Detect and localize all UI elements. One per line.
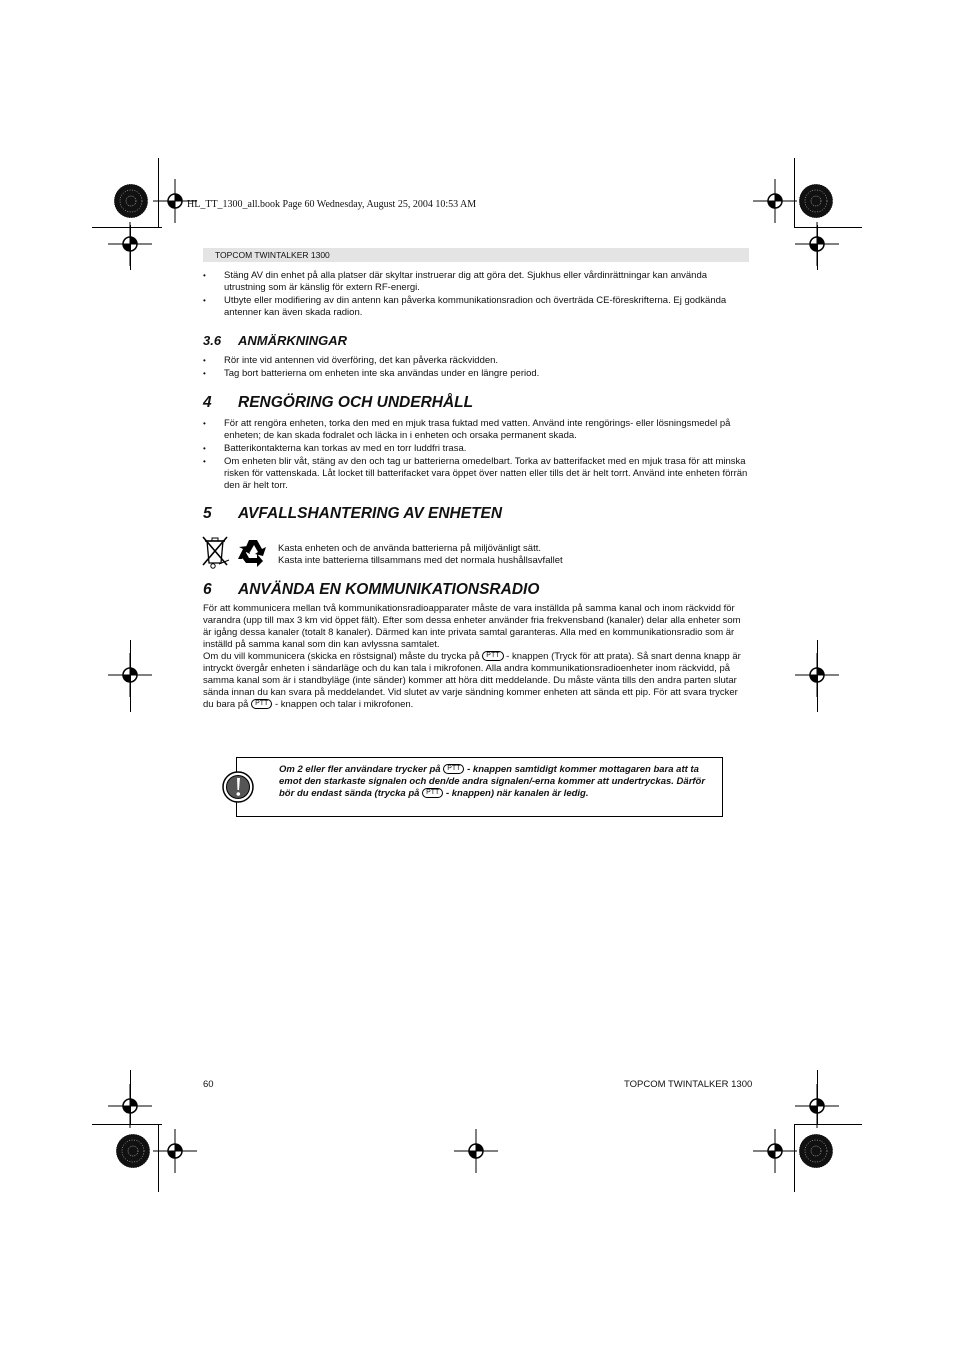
disposal-line-1: Kasta enheten och de använda batterierna på miljövänligt sätt. — [278, 543, 542, 554]
list-item: • Stäng AV din enhet på alla platser där skyltar instruerar dig att göra det. Sjukhus eller vårdinrättningar kan använda utrustning som är känslig för extern RF-energi. — [203, 270, 751, 294]
registration-mark-icon — [799, 1134, 833, 1168]
list-item: • Batterikontakterna kan torkas av med en torr luddfri trasa. — [203, 443, 751, 455]
print-meta: HL_TT_1300_all.book Page 60 Wednesday, August 25, 2004 10:53 AM — [187, 199, 477, 210]
disposal-line-2: Kasta inte batterierna tillsammans med det normala hushållsavfallet — [278, 555, 563, 566]
ptt-button-icon: PTT — [482, 651, 503, 661]
paragraph-1: För att kommunicera mellan två kommunikationsradioapparater måste de vara inställda på samma kanal och inom räckvidd för varandra (upp till max 3 km vid öppet fält). Efter som dessa enheter använder fria frekvensband (kanaler) delar alla enheter som är igång dessa kanaler (totalt 8 kanaler). Därmed kan inte privata samtal garanteras. Alla med en kommunikationsradio som är inställd på samma kanal som din kan avlyssna samtalet. — [203, 603, 741, 650]
note-part-b: - knappen samtidigt kommer mottagaren bara att ta emot den starkaste signalen och den/de andra signalen/-erna kommer att undertryckas. Därför bör du endast sända (trycka på — [279, 764, 706, 799]
footer-product: TOPCOM TWINTALKER 1300 — [624, 1079, 753, 1090]
recycle-icon — [236, 537, 270, 569]
paragraph-2c: - knappen och talar i mikrofonen. — [274, 699, 414, 710]
section-number: 5 — [203, 505, 212, 522]
section-heading-4 — [203, 394, 473, 412]
ptt-button-icon: PTT — [422, 788, 443, 798]
section-number: 4 — [203, 394, 212, 411]
registration-mark-icon — [114, 184, 148, 218]
warning-icon — [222, 771, 254, 803]
ptt-button-icon: PTT — [251, 699, 272, 709]
section-title: AVFALLSHANTERING AV ENHETEN — [238, 505, 503, 522]
registration-mark-icon — [753, 179, 797, 223]
section-title: RENGÖRING OCH UNDERHÅLL — [238, 394, 474, 411]
section-number: 6 — [203, 581, 212, 598]
ptt-button-icon: PTT — [443, 764, 464, 774]
registration-mark-icon — [753, 1129, 797, 1173]
paragraph-2a: Om du vill kommunicera (skicka en röstsignal) måste du trycka på — [203, 651, 480, 662]
cleaning-list — [203, 418, 751, 493]
registration-mark-icon — [795, 653, 839, 697]
paragraph-2b: - knappen (Tryck för att prata). Så snart denna knapp är intryckt övergår enheten i sändarläge och du kan tala i mikrofonen. Alla andra kommunikationsradioenheter inom räckvidd, på samma kanal som är i standbyläge (inte sänder) kommer att höra ditt meddelande. Du måste vänta tills den andra parten slutar sända innan du kan svara på meddelandet. Vid slutet av varje sändning kommer enheten att sända ett pip. För att svara trycker du bara på — [203, 651, 741, 710]
registration-mark-icon — [799, 184, 833, 218]
registration-mark-icon — [116, 1134, 150, 1168]
list-item: • För att rengöra enheten, torka den med en mjuk trasa fuktad med vatten. Använd inte rengörings- eller lösningsmedel på enheten; de kan skada fodralet och läcka in i enheten och orsaka permanent skada. — [203, 418, 751, 442]
note-part-c: - knappen) när kanalen är ledig. — [445, 788, 589, 799]
section-title: ANMÄRKNINGAR — [238, 333, 348, 348]
page-number: 60 — [203, 1079, 214, 1090]
intro-list — [203, 270, 751, 320]
crossed-bin-icon — [200, 533, 230, 571]
registration-mark-icon — [108, 1084, 152, 1128]
registration-mark-icon — [108, 222, 152, 266]
note-text — [279, 764, 719, 800]
section-heading-5 — [203, 505, 502, 523]
section-number: 3.6 — [203, 333, 222, 348]
section-title: ANVÄNDA EN KOMMUNIKATIONSRADIO — [238, 581, 540, 598]
list-item: • Utbyte eller modifiering av din antenn kan påverka kommunikationsradion och överträda CE-föreskrifterna. Ej godkända antenner kan även skada radion. — [203, 295, 751, 319]
note-part-a: Om 2 eller fler användare trycker på — [279, 764, 441, 775]
section-heading-6 — [203, 581, 539, 599]
page-header: TOPCOM TWINTALKER 1300 — [203, 248, 749, 262]
registration-mark-icon — [108, 653, 152, 697]
list-item: • Rör inte vid antennen vid överföring, det kan påverka räckvidden. — [203, 355, 751, 367]
registration-mark-icon — [153, 1129, 197, 1173]
registration-mark-icon — [795, 222, 839, 266]
remarks-list — [203, 355, 751, 382]
registration-mark-icon — [795, 1084, 839, 1128]
disposal-text — [278, 543, 738, 567]
list-item: • Tag bort batterierna om enheten inte ska användas under en längre period. — [203, 368, 751, 380]
body-text — [203, 603, 749, 711]
list-item: • Om enheten blir våt, stäng av den och tag ur batterierna omedelbart. Torka av batterifacket med en mjuk trasa för att minska risken för vattenskada. Låt locket till batterifacket vara öppet över natten eller tills det är helt torrt. Använd inte enheten förrän den är helt torr. — [203, 456, 751, 491]
registration-mark-icon — [454, 1129, 498, 1173]
section-heading-3-6 — [203, 333, 347, 348]
